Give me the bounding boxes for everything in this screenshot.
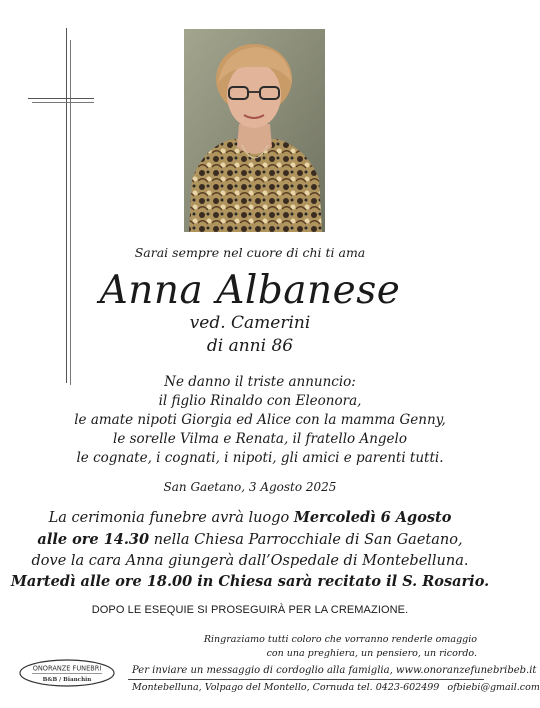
ceremony-line-1 xyxy=(0,507,500,529)
ceremony-line-2 xyxy=(0,529,500,551)
ceremony-details xyxy=(0,507,500,572)
ceremony-time: alle ore 14.30 xyxy=(37,531,150,548)
announcement-line: le amate nipoti Giorgia ed Alice con la mamma Genny, xyxy=(74,412,446,428)
announcement-line: le sorelle Vilma e Renata, il fratello Angelo xyxy=(113,431,407,447)
rosary-notice: Martedì alle ore 18.00 in Chiesa sarà recitato il S. Rosario. xyxy=(10,573,490,590)
cross-horizontal-line xyxy=(28,98,94,99)
announcement xyxy=(10,373,510,468)
thanks-line: Ringraziamo tutti coloro che vorranno renderle omaggio xyxy=(203,634,477,645)
widow-of: ved. Camerini xyxy=(189,313,311,333)
thanks-line: con una preghiera, un pensiero, un ricordo. xyxy=(266,648,477,659)
portrait-photo xyxy=(184,29,325,232)
thanks-note xyxy=(137,633,477,661)
ceremony-date: Mercoledì 6 Agosto xyxy=(293,509,452,526)
footer-address: Montebelluna, Volpago del Montello, Cornuda tel. 0423-602499 xyxy=(132,682,440,693)
cross-vertical-line-inner xyxy=(70,40,71,385)
announcement-line: le cognate, i cognati, i nipoti, gli amici e parenti tutti. xyxy=(76,450,444,466)
ceremony-line-3: dove la cara Anna giungerà dall’Ospedale di Montebelluna. xyxy=(31,553,469,569)
deceased-name: Anna Albanese xyxy=(99,268,401,313)
footer-contacts xyxy=(132,682,540,693)
funeral-home-logo xyxy=(18,658,116,688)
ceremony-place: nella Chiesa Parrocchiale di San Gaetano, xyxy=(149,532,463,548)
cremation-notice: DOPO LE ESEQUIE SI PROSEGUIRÀ PER LA CREMAZIONE. xyxy=(91,604,409,616)
logo-line-1: ONORANZE FUNEBRI xyxy=(32,664,102,673)
condolence-message: Per inviare un messaggio di cordoglio alla famiglia, www.onoranzefunebribeb.it xyxy=(132,665,537,676)
age: di anni 86 xyxy=(206,336,294,356)
announcement-line: Ne danno il triste annuncio: xyxy=(164,374,356,390)
logo-line-2: B&B / Bianchin xyxy=(42,677,92,683)
footer-divider xyxy=(128,679,484,680)
announcement-line: il figlio Rinaldo con Eleonora, xyxy=(158,393,362,409)
place-date: San Gaetano, 3 Agosto 2025 xyxy=(163,480,337,494)
footer-email: ofbiebi@gmail.com xyxy=(447,682,540,693)
ceremony-text: La cerimonia funebre avrà luogo xyxy=(48,510,294,526)
cross-horizontal-line-inner xyxy=(32,102,94,103)
motto: Sarai sempre nel cuore di chi ti ama xyxy=(134,245,366,260)
